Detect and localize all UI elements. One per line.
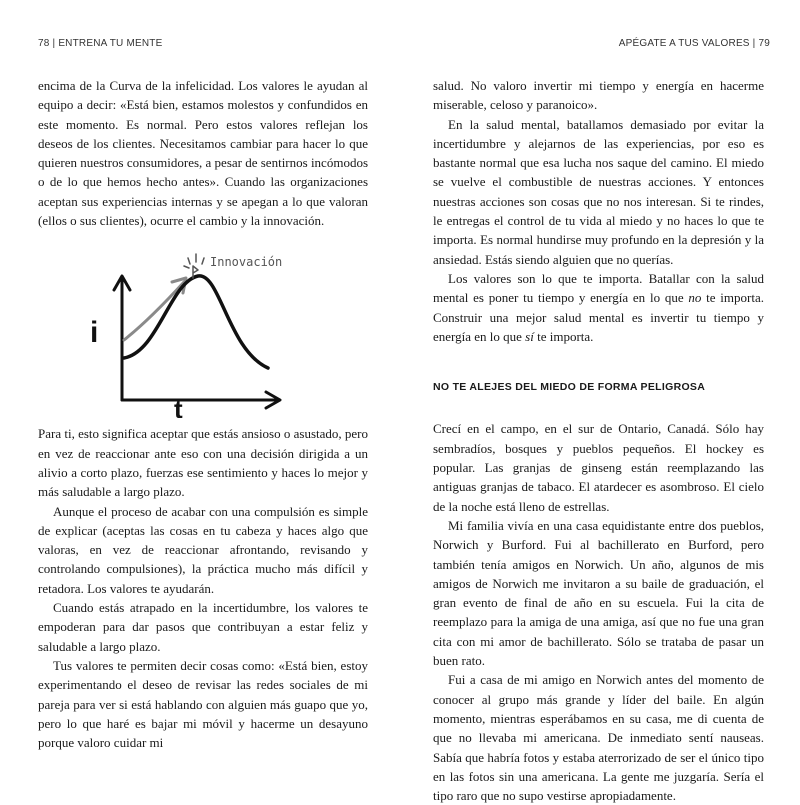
paragraph [433, 269, 764, 346]
paragraph: salud. No valoro invertir mi tiempo y energía en hacerme miserable, celoso y paranoico». [433, 78, 764, 113]
x-axis-label: t [174, 394, 183, 419]
right-page-number: 79 [758, 38, 770, 49]
emphasis: no [688, 290, 702, 306]
right-page-column [433, 76, 764, 805]
left-running-title: ENTRENA TU MENTE [58, 38, 163, 49]
y-axis-label: i [90, 316, 99, 350]
right-running-title: APÉGATE A TUS VALORES [618, 38, 750, 49]
paragraph: Fui a casa de mi amigo en Norwich antes del momento de conocer al grupo más grande y líder del baile. En algún momento, mientras esperábamos en su casa, me di cuenta de que no llevaba mi americana. De inmediato sentí nauseas. Sabía que habría fotos y estaba aterrorizado de ser el único tipo en las fotos sin una americana. La gente me juzgaría. Sería el tipo raro que no supo vestirse apropiadamente. [433, 672, 764, 804]
paragraph: Mi familia vivía en una casa equidistante entre dos pueblos, Norwich y Burford. Fui al bachillerato en Burford, pero también tenía amigos en Norwich. Un año, algunos de mis amigos de Norwich me invitaron a su baile de graduación, el gran evento de final de año en su escuela. Fui la cita de reemplazo para la amiga de una amiga, así que no fue una gran cita con mi amor de bachillerato. Sólo se trataba de pasar un buen rato. [433, 517, 764, 669]
right-page-header [619, 38, 770, 49]
paragraph: Cuando estás atrapado en la incertidumbre, los valores te empoderan para dar pasos que contribuyan a estar feliz y saludable a largo plazo. [38, 600, 368, 654]
text-run: Los valores son lo que te importa. Batallar con la salud mental es poner tu tiempo y energía en lo que [433, 270, 764, 306]
paragraph: Tus valores te permiten decir cosas como: «Está bien, estoy experimentando el deseo de revisar las redes sociales de mi pareja para ver si está hablando con alguien más guapo que yo, pero lo que haré es bajar mi móvil y hacerme un desayuno porque valoro cuidar mi [38, 657, 368, 751]
paragraph: Aunque el proceso de acabar con una compulsión es simple de explicar (aceptas las cosas en tu cabeza y haces algo que valoras, en vez de reaccionar afrontando, revisando y controlando compulsiones), la práctica mucho más difícil y retadora. Los valores te ayudarán. [38, 503, 368, 596]
paragraph: Para ti, esto significa aceptar que estás ansioso o asustado, pero en vez de reaccionar ante eso con una decisión dirigida a un alivio a corto plazo, fuerzas ese sentimiento y haces lo mejor y más saludable a largo plazo. [38, 426, 368, 500]
paragraph: En la salud mental, batallamos demasiado por evitar la incertidumbre y alejarnos de las experiencias, por eso es bastante normal que esa lucha nos saque del camino. El miedo se vuelve el combustible de nuestras acciones. Y entonces nuestras acciones son cosas que no nos interesan. Si te rindes, le entregas el control de tu vida al miedo y no haces lo que te importa. Es normal hundirse muy profundo en la depresión y la ansiedad. Estás siendo alguien que no querías. [433, 116, 764, 267]
header-separator: | [52, 38, 56, 49]
paragraph: Crecí en el campo, en el sur de Ontario, Canadá. Sólo hay sembradíos, bosques y pueblos pequeños. El hockey es popular. Las granjas de ginseng están reemplazando las antiguas granjas de tabaco. El atardecer es asombroso. El cielo de la noche está lleno de estrellas. [433, 421, 764, 514]
text-run: te importa. Construir una mejor salud mental es invertir tu tiempo y energía en lo que [433, 290, 764, 344]
figure-label: Innovación [210, 255, 283, 270]
paragraph: encima de la Curva de la infelicidad. Los valores le ayudan al equipo a decir: «Está bien, estamos molestos y confundidos en este momento. Es normal. Pero estos valores reflejan los deseos de los clientes. Necesitamos cambiar para hacer lo que quieren nuestros consumidores, a pesar de sentirnos incómodos o de lo que hemos hecho antes». Cuando las organizaciones aceptan sus experiencias internas y se apegan a lo que valoran (ellos o sus clientes), ocurre el cambio y la innovación. [38, 78, 368, 229]
left-page-column [38, 76, 368, 752]
header-separator: | [752, 38, 756, 49]
text-run: te importa. [533, 328, 594, 344]
section-heading: NO TE ALEJES DEL MIEDO DE FORMA PELIGROSA [433, 381, 706, 394]
emphasis: sí [525, 328, 534, 344]
innovation-curve-figure [38, 240, 368, 418]
left-page-header [38, 38, 162, 49]
left-page-number: 78 [38, 38, 50, 49]
